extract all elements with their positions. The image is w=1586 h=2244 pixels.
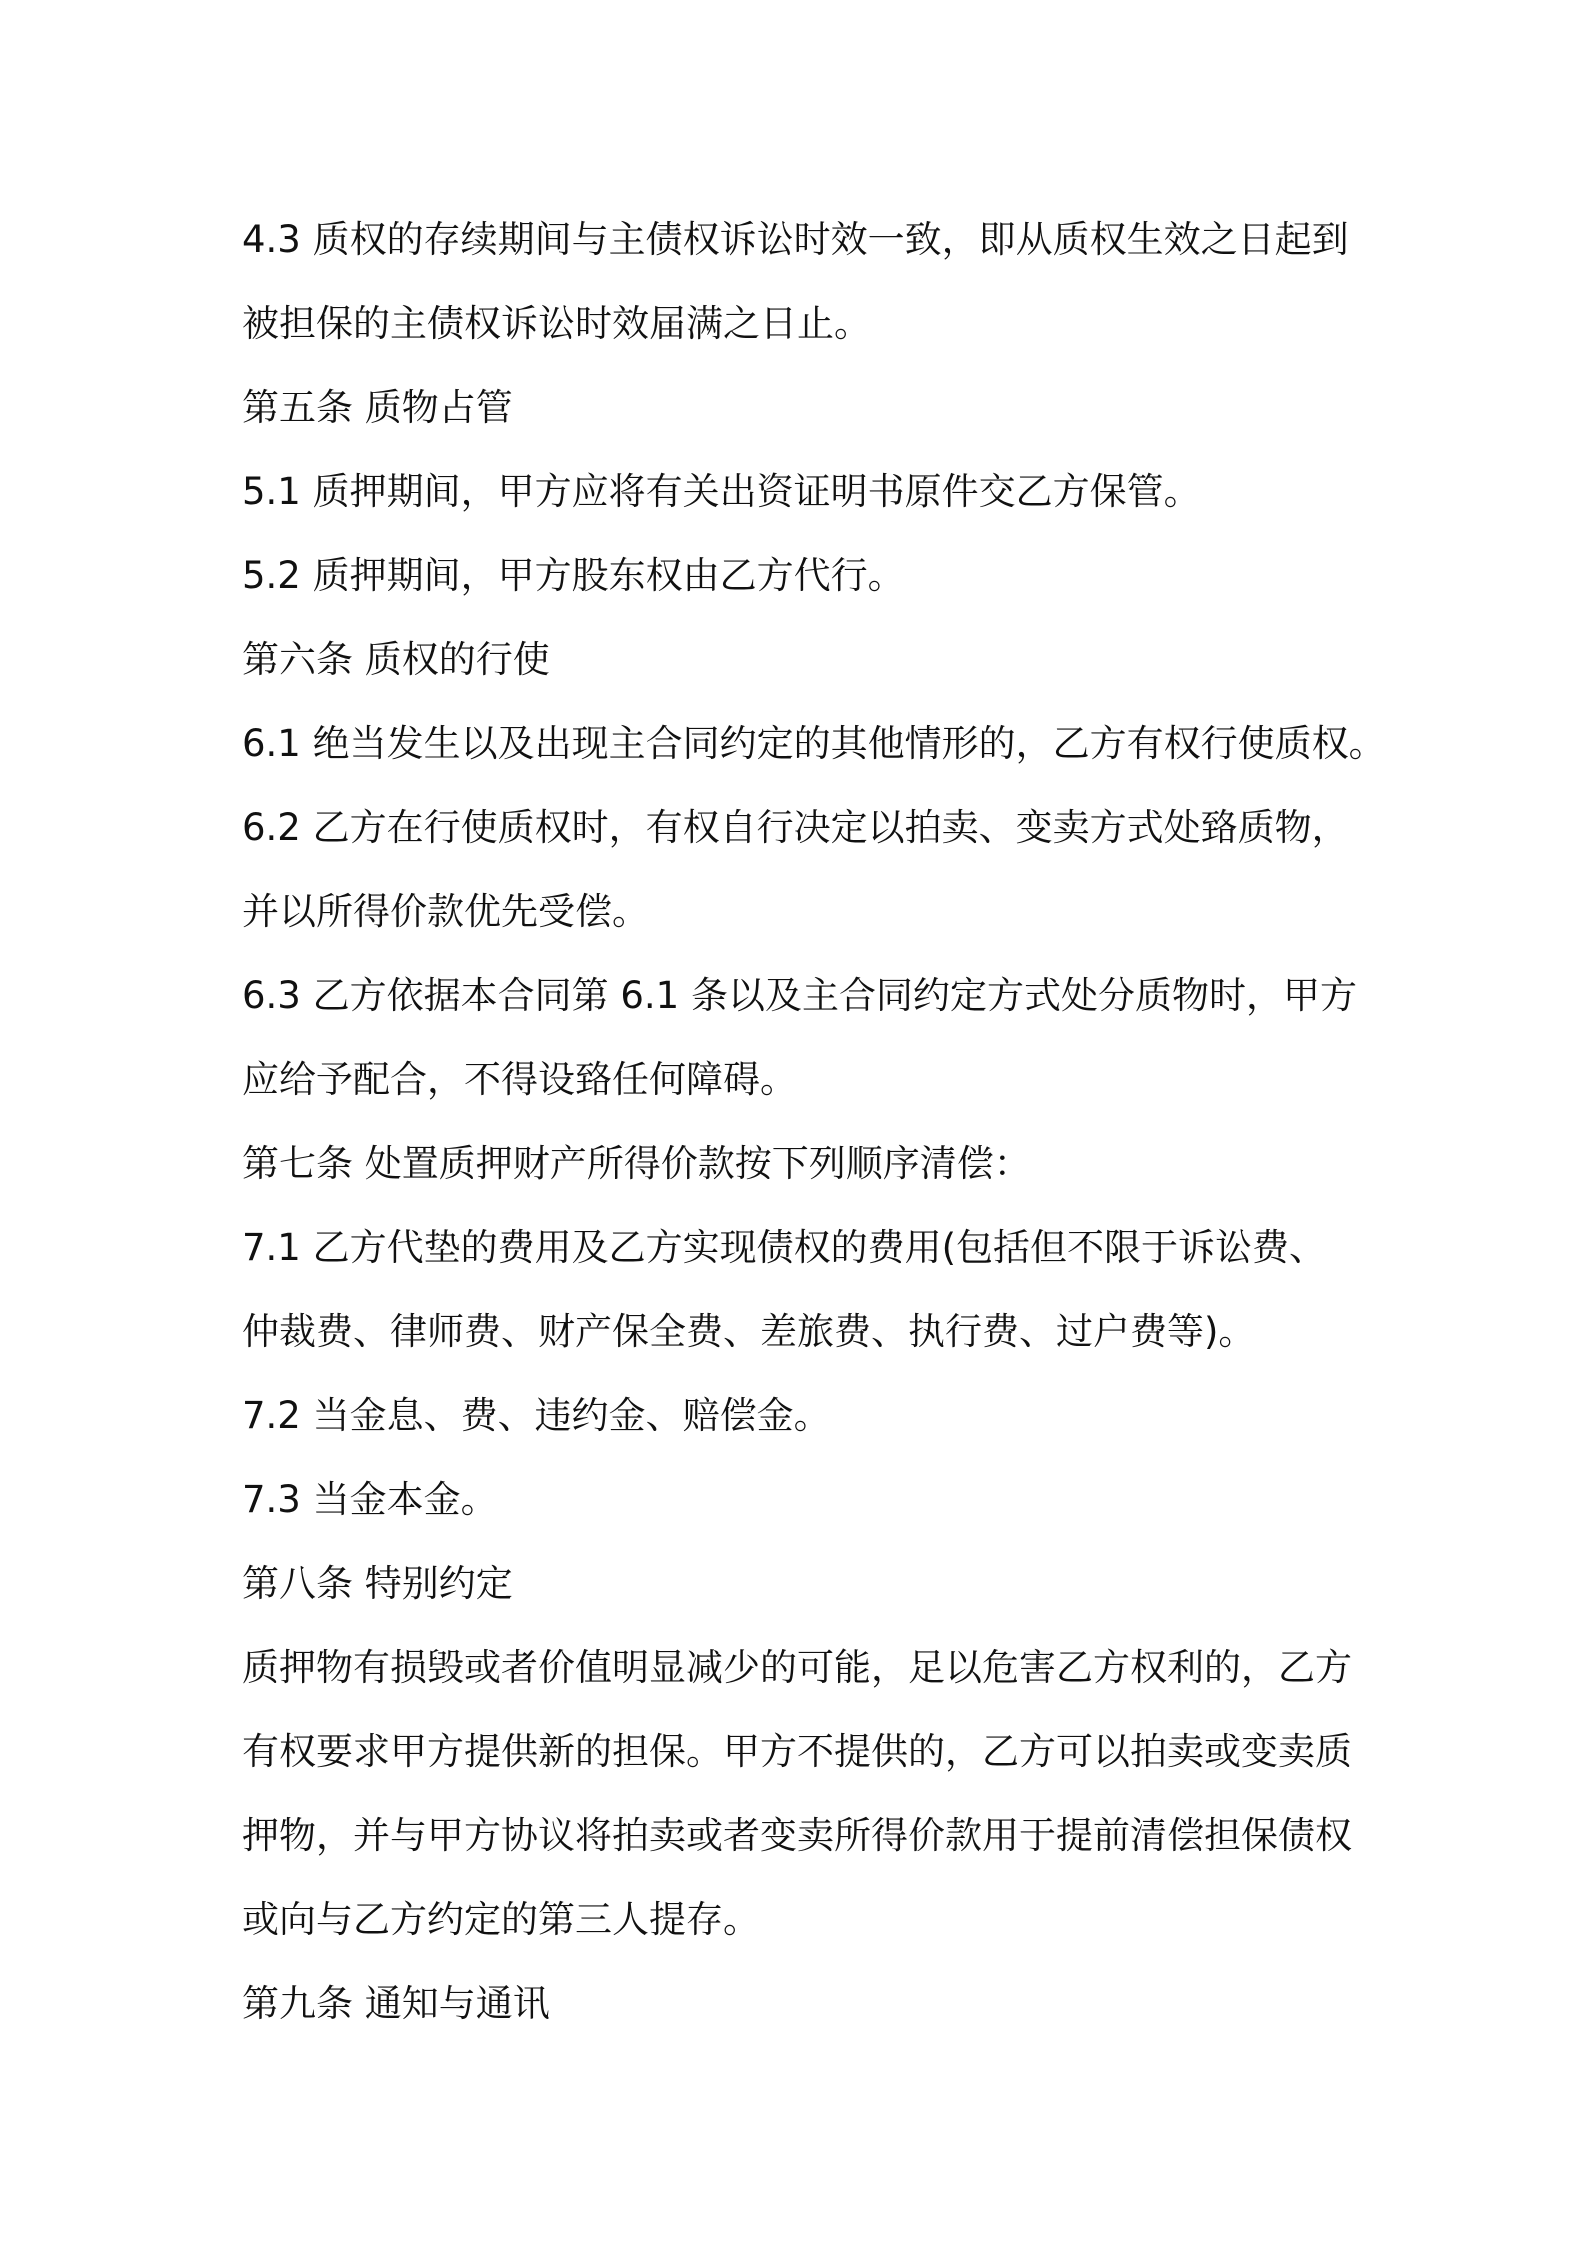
clause-4-3-line-1: 4.3 质权的存续期间与主债权诉讼时效一致，即从质权生效之日起到 — [242, 218, 1349, 261]
clause-6-3-line-2: 应给予配合，不得设臵任何障碍。 — [242, 1058, 797, 1101]
article-5-heading: 第五条 质物占管 — [242, 386, 513, 429]
clause-7-3: 7.3 当金本金。 — [242, 1478, 498, 1521]
clause-6-1: 6.1 绝当发生以及出现主合同约定的其他情形的，乙方有权行使质权。 — [242, 722, 1386, 765]
clause-6-2-line-1: 6.2 乙方在行使质权时，有权自行决定以拍卖、变卖方式处臵质物， — [242, 806, 1349, 849]
article-8-paragraph-line-1: 质押物有损毁或者价值明显减少的可能，足以危害乙方权利的，乙方 — [242, 1646, 1352, 1689]
clause-7-2: 7.2 当金息、费、违约金、赔偿金。 — [242, 1394, 831, 1437]
article-8-heading: 第八条 特别约定 — [242, 1562, 513, 1605]
article-6-heading: 第六条 质权的行使 — [242, 638, 550, 681]
clause-6-3-line-1: 6.3 乙方依据本合同第 6.1 条以及主合同约定方式处分质物时，甲方 — [242, 974, 1357, 1017]
document-body — [242, 198, 1386, 2046]
clause-7-1-line-2: 仲裁费、律师费、财产保全费、差旅费、执行费、过户费等)。 — [242, 1310, 1256, 1353]
clause-4-3-line-2: 被担保的主债权诉讼时效届满之日止。 — [242, 302, 871, 345]
clause-5-2: 5.2 质押期间，甲方股东权由乙方代行。 — [242, 554, 905, 597]
article-8-paragraph-line-3: 押物，并与甲方协议将拍卖或者变卖所得价款用于提前清偿担保债权 — [242, 1814, 1352, 1857]
clause-5-1: 5.1 质押期间，甲方应将有关出资证明书原件交乙方保管。 — [242, 470, 1201, 513]
clause-7-1-line-1: 7.1 乙方代垫的费用及乙方实现债权的费用(包括但不限于诉讼费、 — [242, 1226, 1327, 1269]
clause-6-2-line-2: 并以所得价款优先受偿。 — [242, 890, 649, 933]
article-8-paragraph-line-2: 有权要求甲方提供新的担保。甲方不提供的，乙方可以拍卖或变卖质 — [242, 1730, 1352, 1773]
article-9-heading: 第九条 通知与通讯 — [242, 1982, 550, 2025]
article-7-heading: 第七条 处置质押财产所得价款按下列顺序清偿： — [242, 1142, 1031, 1185]
article-8-paragraph-line-4: 或向与乙方约定的第三人提存。 — [242, 1898, 760, 1941]
